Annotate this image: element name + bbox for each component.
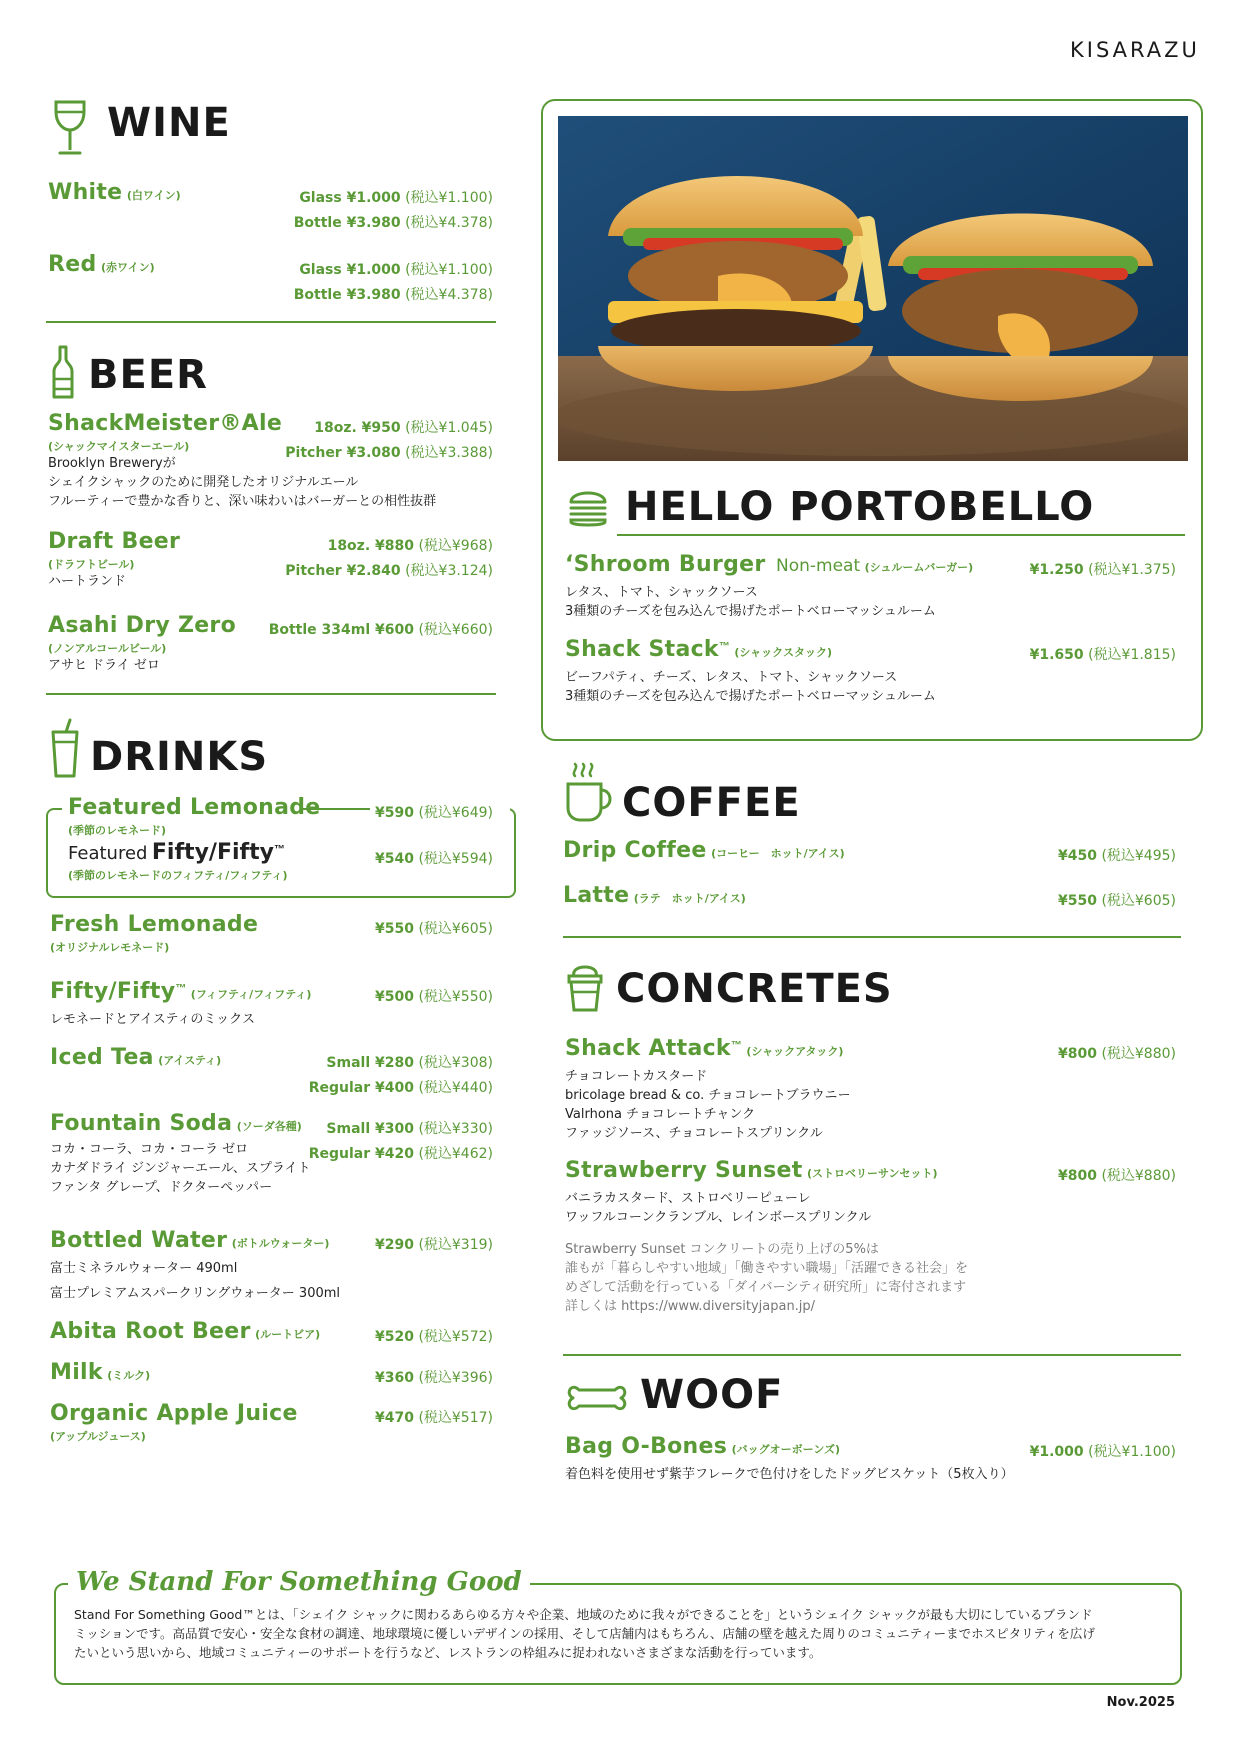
coffee-cup-icon [565,762,615,824]
location-label: KISARAZU [1070,38,1200,62]
drink-item: Fresh Lemonade (オリジナルレモネード) [50,912,259,954]
divider [46,321,496,323]
price: ¥1.000 (税込¥1.100) [1029,1444,1176,1460]
price: ¥520 (税込¥572) [375,1329,493,1345]
drink-cup-icon [50,718,80,780]
divider [46,693,496,695]
price: ¥1.650 (税込¥1.815) [1029,647,1176,663]
price: ¥470 (税込¥517) [375,1410,493,1426]
burger-icon [568,486,608,530]
price: ¥590 (税込¥649) [375,805,493,821]
beer-item: Draft Beer (ドラフトビール) ハートランド [48,529,181,589]
standfor-text: Stand For Something Good™とは、「シェイク シャックに関わるあらゆる方々や企業、地域のために我々ができることを」というシェイク シャックが最も大切にしているブランド ミッションです。高品質で安心・安全な食材の調達、地球環境に優しいデザインの採用、そして店舗内はもちろん、店舗の壁を越えた周りのコミュニティーまでホスピタリティを広げ たいという思いから、地域コミュニティーのサポートを行うなど、レストランの枠組みに捉われないさまざまな活動を行っています。 [74,1607,1095,1660]
price: Regular ¥420 (税込¥462) [308,1146,493,1162]
drink-item: Milk (ミルク) [50,1360,151,1385]
price: Pitcher ¥2.840 (税込¥3.124) [285,563,493,579]
price: Glass ¥1.000 (税込¥1.100) [299,262,493,278]
price: ¥290 (税込¥319) [375,1237,493,1253]
concretes-title: CONCRETES [616,966,893,1012]
price: ¥550 (税込¥605) [1058,893,1176,909]
price: Bottle 334ml ¥600 (税込¥660) [268,622,493,638]
featured-fifty: Featured Fifty/Fifty™ (季節のレモネードのフィフティ/フィフティ) [68,840,288,882]
portobello-title: HELLO PORTOBELLO [625,484,1095,530]
price: Small ¥280 (税込¥308) [326,1055,493,1071]
price: ¥1.250 (税込¥1.375) [1029,562,1176,578]
concrete-cup-icon [566,958,604,1014]
portobello-item: ‘Shroom Burger Non-meat (シュルームバーガー) レタス、トマト、シャックソース 3種類のチーズを包み込んで揚げたポートベローマッシュルーム [565,552,974,619]
beer-bottle-icon [52,345,74,401]
price: ¥550 (税込¥605) [375,921,493,937]
price: 18oz. ¥880 (税込¥968) [327,538,493,554]
price: Bottle ¥3.980 (税込¥4.378) [293,287,493,303]
price: ¥800 (税込¥880) [1058,1046,1176,1062]
item-name: White [48,180,123,205]
dog-bone-icon [567,1380,627,1416]
item-sub: (白ワイン) [126,189,181,202]
drink-item: Fifty/Fifty™ (フィフティ/フィフティ) レモネードとアイスティのミックス [50,979,312,1027]
featured-item: Featured Lemonade (季節のレモネード) [68,795,321,837]
price: ¥450 (税込¥495) [1058,848,1176,864]
price: 18oz. ¥950 (税込¥1.045) [314,420,493,436]
divider [563,1354,1181,1356]
coffee-item: Drip Coffee (コーヒー ホット/アイス) [563,838,845,863]
price: Glass ¥1.000 (税込¥1.100) [299,190,493,206]
drink-item: Iced Tea (アイスティ) [50,1045,222,1070]
price: ¥540 (税込¥594) [375,851,493,867]
concrete-item: Strawberry Sunset (ストロベリーサンセット) バニラカスタード、ストロベリーピューレ ワッフルコーンクランブル、レインボースプリンクル [565,1158,938,1225]
drink-item: Abita Root Beer (ルートビア) [50,1319,321,1344]
beer-item: ShackMeister®Ale (シャックマイスターエール) Brooklyn Breweryが シェイクシャックのために開発したオリジナルエール フルーティーで豊かな香りと、深い味わいはバーガーとの相性抜群 [48,411,437,509]
price: Regular ¥400 (税込¥440) [308,1080,493,1096]
drink-item: Bottled Water (ボトルウォーター) 富士ミネラルウォーター 490ml 富士プレミアムスパークリングウォーター 300ml [50,1228,341,1301]
beer-item: Asahi Dry Zero (ノンアルコールビール) アサヒ ドライ ゼロ [48,613,236,673]
drinks-title: DRINKS [90,734,269,780]
price: Pitcher ¥3.080 (税込¥3.388) [285,445,493,461]
burger-photo [558,116,1188,461]
concrete-note: Strawberry Sunset コンクリートの売り上げの5%は 誰もが「暮らしやすい地域」「働きやすい職場」「活躍できる社会」を めざして活動を行っている「ダイバーシティ研究所」に寄付されます 詳しくは https://www.diversityjapan.jp/ [565,1242,969,1314]
divider [563,936,1181,938]
wine-title: WINE [107,100,231,146]
price: ¥800 (税込¥880) [1058,1168,1176,1184]
price: ¥500 (税込¥550) [375,989,493,1005]
wine-glass-icon [50,98,90,158]
price: ¥360 (税込¥396) [375,1370,493,1386]
woof-title: WOOF [640,1372,784,1418]
standfor-title: We Stand For Something Good [68,1567,530,1597]
beer-title: BEER [88,352,208,398]
coffee-item: Latte (ラテ ホット/アイス) [563,883,746,908]
drink-item: Fountain Soda (ソーダ各種) コカ・コーラ、コカ・コーラ ゼロ カナダドライ ジンジャーエール、スプライト ファンタ グレープ、ドクターペッパー [50,1111,311,1195]
concrete-item: Shack Attack™ (シャックアタック) チョコレートカスタード bricolage bread & co. チョコレートブラウニー Valrhona チョコレートチャンク ファッジソース、チョコレートスプリンクル [565,1036,851,1141]
coffee-title: COFFEE [622,780,801,826]
item-sub: (赤ワイン) [100,261,155,274]
drink-item: Organic Apple Juice (アップルジュース) [50,1401,298,1443]
wine-item-red [48,252,155,277]
woof-item: Bag O-Bones (バッグオーボーンズ) 着色料を使用せず紫芋フレークで色付けをしたドッグビスケット（5枚入り） [565,1434,1014,1482]
date-label: Nov.2025 [1106,1695,1175,1710]
price: Bottle ¥3.980 (税込¥4.378) [293,215,493,231]
item-name: Red [48,252,97,277]
portobello-item: Shack Stack™ (シャックスタック) ビーフパティ、チーズ、レタス、トマト、シャックソース 3種類のチーズを包み込んで揚げたポートベローマッシュルーム [565,637,936,704]
wine-item-white [48,180,181,205]
price: Small ¥300 (税込¥330) [326,1121,493,1137]
divider [617,534,1185,536]
